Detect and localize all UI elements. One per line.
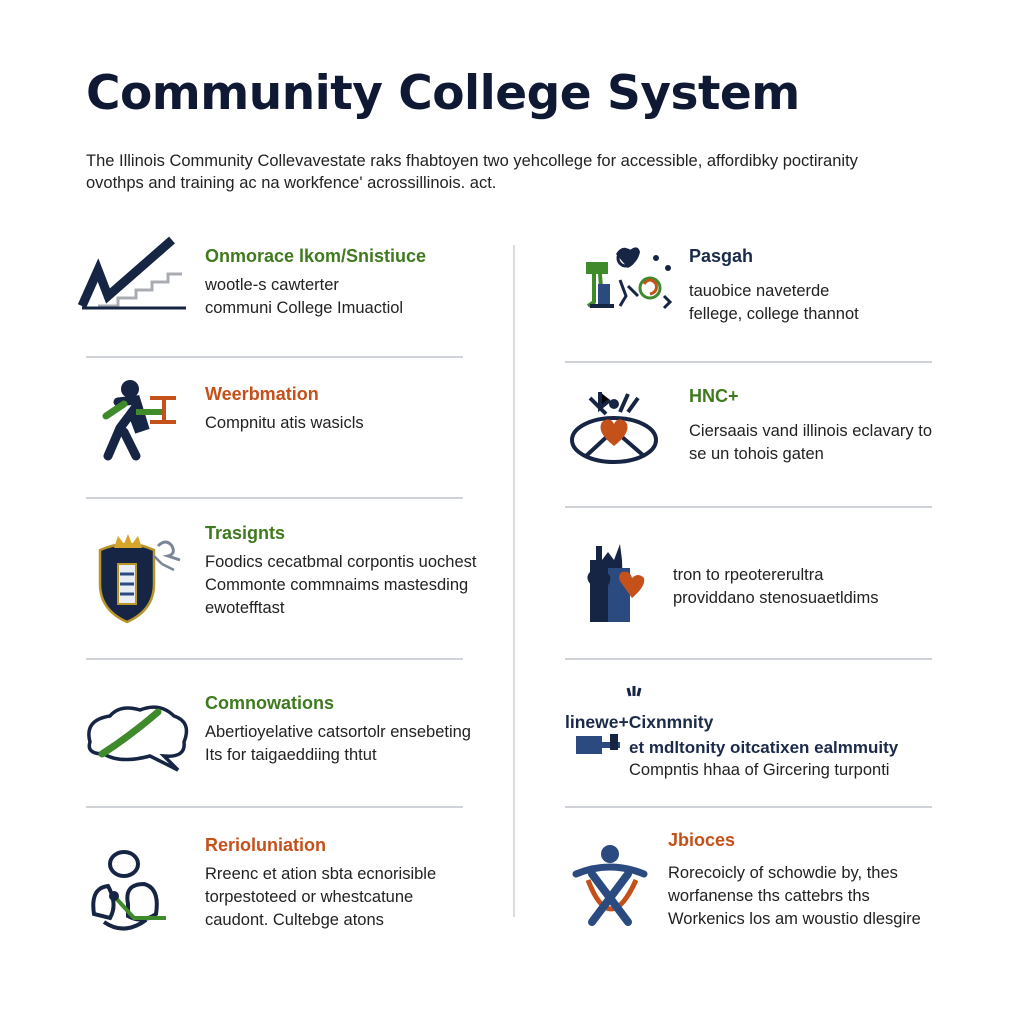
list-item [205, 382, 495, 435]
column-divider [513, 245, 515, 917]
list-item [673, 564, 943, 610]
page-title: Community College System [86, 66, 800, 121]
item-line: torpestoteed or whestcatune [205, 888, 414, 906]
item-line: Rreenc et ation sbta ecnorisible [205, 865, 437, 883]
item-line: tauobice naveterde [689, 282, 830, 300]
intro-paragraph [86, 150, 946, 194]
list-item [689, 384, 949, 466]
speech-cloud-icon [80, 698, 190, 788]
item-line: communi College Imuactiol [205, 299, 404, 317]
item-title: HNC+ [689, 386, 739, 406]
item-line: Ciersaais vand illinois eclavary to [689, 422, 933, 440]
item-line: Abertioyelative catsortolr ensebeting [205, 723, 471, 741]
list-item [689, 244, 949, 326]
heart-emblem-icon [566, 384, 676, 474]
person-x-icon [566, 840, 676, 930]
item-line: ewotefftast [205, 599, 285, 617]
list-item [205, 521, 505, 620]
list-item [205, 244, 495, 320]
left-divider-4 [86, 806, 463, 808]
item-line: providdano stenosuaetldims [673, 589, 879, 607]
item-line: Compntis hhaa of Gircering turponti [629, 761, 890, 779]
item-line: tron to rpeotererultra [673, 566, 824, 584]
right-divider-1 [565, 361, 932, 363]
item-title: Weerbmation [205, 384, 319, 404]
item-title: Pasgah [689, 246, 754, 266]
item-line: et mdltonity oitcatixen ealmmuity [629, 738, 899, 757]
item-title: Jbioces [668, 830, 736, 850]
item-line: wootle-s cawterter [205, 276, 339, 294]
item-title: linewe+Cixnmnity [565, 712, 714, 732]
item-title: Rerioluniation [205, 835, 326, 855]
item-line: Commonte commnaims mastesding [205, 576, 469, 594]
item-title: Comnowations [205, 693, 334, 713]
item-title: Onmorace lkom/Snistiuce [205, 246, 427, 266]
list-item [565, 710, 955, 782]
left-divider-1 [86, 356, 463, 358]
intro-line-1: The Illinois Community Collevavestate raks fhabtoyen two yehcollege for accessible, affordibky poctiranity [86, 152, 858, 170]
list-item [668, 828, 948, 931]
list-item [205, 833, 505, 932]
people-group-icon [84, 844, 194, 934]
left-divider-2 [86, 497, 463, 499]
item-line: fellege, college thannot [689, 305, 859, 323]
right-divider-4 [565, 806, 932, 808]
checkmark-stairs-icon [78, 236, 188, 326]
intro-line-2: ovothps and training ac na workfence' acrossillinois. act. [86, 174, 497, 192]
worker-icon [84, 376, 194, 466]
item-line: Workenics los am woustio dlesgire [668, 910, 921, 928]
list-item [205, 691, 505, 767]
right-divider-2 [565, 506, 932, 508]
community-activity-icon [580, 240, 690, 330]
item-line: Its for taigaeddiing thtut [205, 746, 377, 764]
item-line: Rorecoicly of schowdie by, thes [668, 864, 898, 882]
item-line: caudont. Cultebge atons [205, 911, 384, 929]
crest-shield-icon [92, 534, 202, 624]
item-line: worfanense ths cattebrs ths [668, 887, 870, 905]
right-divider-3 [565, 658, 932, 660]
item-line: se un tohois gaten [689, 445, 824, 463]
item-title: Trasignts [205, 523, 286, 543]
item-line: Compnitu atis wasicls [205, 414, 364, 432]
left-divider-3 [86, 658, 463, 660]
item-line: Foodics cecatbmal corpontis uochest [205, 553, 477, 571]
